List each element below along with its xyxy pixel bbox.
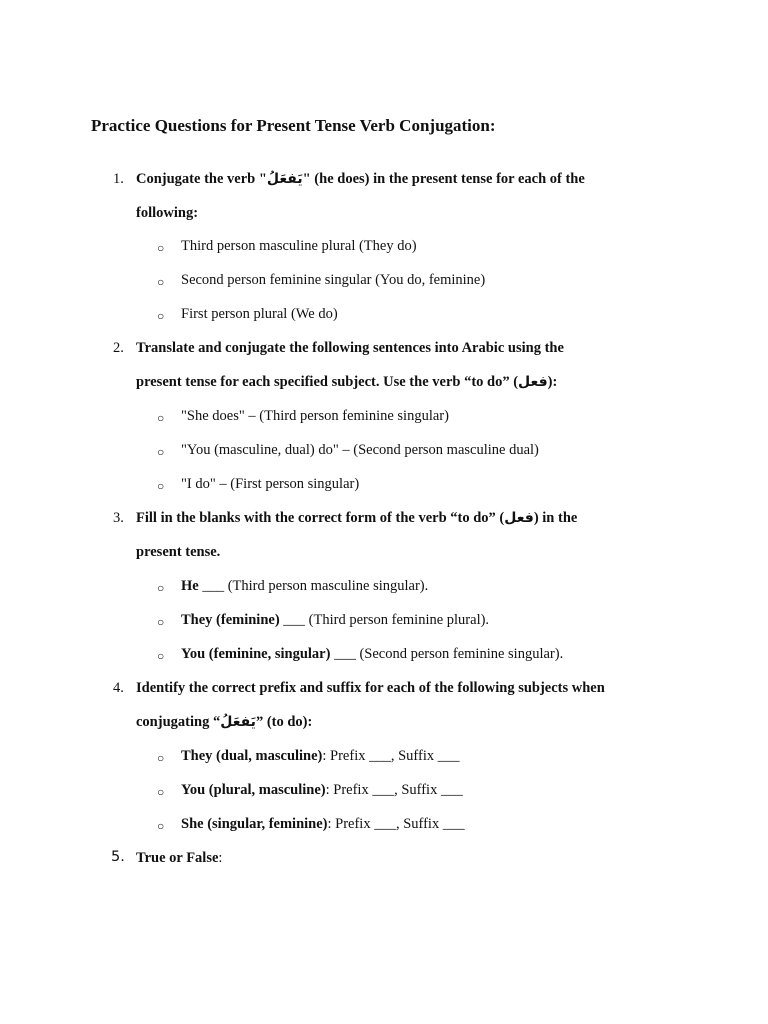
page-title: Practice Questions for Present Tense Verb Conjugation: <box>91 116 496 135</box>
question-3-item-2-subject: They (feminine) <box>181 612 280 628</box>
question-5-line-1 <box>136 850 222 867</box>
question-3-line-1 <box>136 510 577 527</box>
question-2-text-post: ): <box>547 374 558 390</box>
question-5-number: 5. <box>111 849 125 865</box>
question-4-item-1 <box>181 748 459 765</box>
question-4-item-3-subject: She (singular, feminine) <box>181 816 328 832</box>
question-4-item-1-subject: They (dual, masculine) <box>181 748 323 764</box>
question-1-arabic-verb: يَفعَلُ <box>266 171 303 187</box>
question-3-item-1 <box>181 578 428 595</box>
question-1-item-2: Second person feminine singular (You do, feminine) <box>181 272 486 288</box>
question-2-item-1: "She does" – (Third person feminine singular) <box>181 408 449 424</box>
question-2-line-2 <box>136 374 557 391</box>
question-4-line-2 <box>136 714 312 731</box>
bullet-icon: ○ <box>157 309 165 323</box>
question-3-item-2-rest: ___ (Third person feminine plural). <box>279 612 490 628</box>
bullet-icon: ○ <box>157 411 165 425</box>
question-3-line-2: present tense. <box>136 544 221 560</box>
question-4-number: 4. <box>113 680 124 696</box>
question-3-text-post: ) in the <box>533 510 578 526</box>
question-4-item-1-rest: : Prefix ___, Suffix ___ <box>322 748 460 764</box>
question-1-line-2: following: <box>136 205 199 221</box>
question-5-heading: True or False <box>136 850 219 866</box>
question-2-arabic-verb: فعل <box>518 374 548 390</box>
bullet-icon: ○ <box>157 785 165 799</box>
question-1-item-3: First person plural (We do) <box>181 306 338 322</box>
question-3-arabic-verb: فعل <box>504 510 534 526</box>
bullet-icon: ○ <box>157 581 165 595</box>
question-4-line-1: Identify the correct prefix and suffix for each of the following subjects when <box>136 680 605 696</box>
bullet-icon: ○ <box>157 819 165 833</box>
question-3-item-3-rest: ___ (Second person feminine singular). <box>330 646 564 662</box>
question-3-text-pre: Fill in the blanks with the correct form of the verb “to do” ( <box>136 510 505 526</box>
question-1-text-post: " (he does) in the present tense for each of the <box>302 171 585 187</box>
question-4-item-3-rest: : Prefix ___, Suffix ___ <box>327 816 465 832</box>
question-3-item-1-subject: He <box>181 578 199 594</box>
question-3-item-2 <box>181 612 489 629</box>
question-3-item-1-rest: ___ (Third person masculine singular). <box>198 578 429 594</box>
question-2-line-1: Translate and conjugate the following sentences into Arabic using the <box>136 340 564 356</box>
question-4-arabic-verb: يَفعَلُ <box>220 714 256 730</box>
bullet-icon: ○ <box>157 241 165 255</box>
question-3-item-3 <box>181 646 563 663</box>
question-2-item-2: "You (masculine, dual) do" – (Second person masculine dual) <box>181 442 539 458</box>
question-4-text-pre: conjugating “ <box>136 714 221 730</box>
question-4-item-3 <box>181 816 465 833</box>
bullet-icon: ○ <box>157 479 165 493</box>
question-4-text-post: ” (to do): <box>255 714 313 730</box>
question-3-number: 3. <box>113 510 124 526</box>
question-2-number: 2. <box>113 340 124 356</box>
bullet-icon: ○ <box>157 649 165 663</box>
question-4-item-2-rest: : Prefix ___, Suffix ___ <box>325 782 463 798</box>
question-2-item-3: "I do" – (First person singular) <box>181 476 360 492</box>
question-4-item-2-subject: You (plural, masculine) <box>181 782 326 798</box>
bullet-icon: ○ <box>157 615 165 629</box>
question-4-item-2 <box>181 782 463 799</box>
question-1-line-1 <box>136 171 585 188</box>
question-5-rest: : <box>218 850 223 866</box>
bullet-icon: ○ <box>157 751 165 765</box>
question-3-item-3-subject: You (feminine, singular) <box>181 646 331 662</box>
question-1-number: 1. <box>113 171 124 187</box>
question-1-item-1: Third person masculine plural (They do) <box>181 238 417 254</box>
bullet-icon: ○ <box>157 445 165 459</box>
bullet-icon: ○ <box>157 275 165 289</box>
question-1-text-pre: Conjugate the verb " <box>136 171 267 187</box>
question-2-text-pre: present tense for each specified subject. Use the verb “to do” ( <box>136 374 519 390</box>
